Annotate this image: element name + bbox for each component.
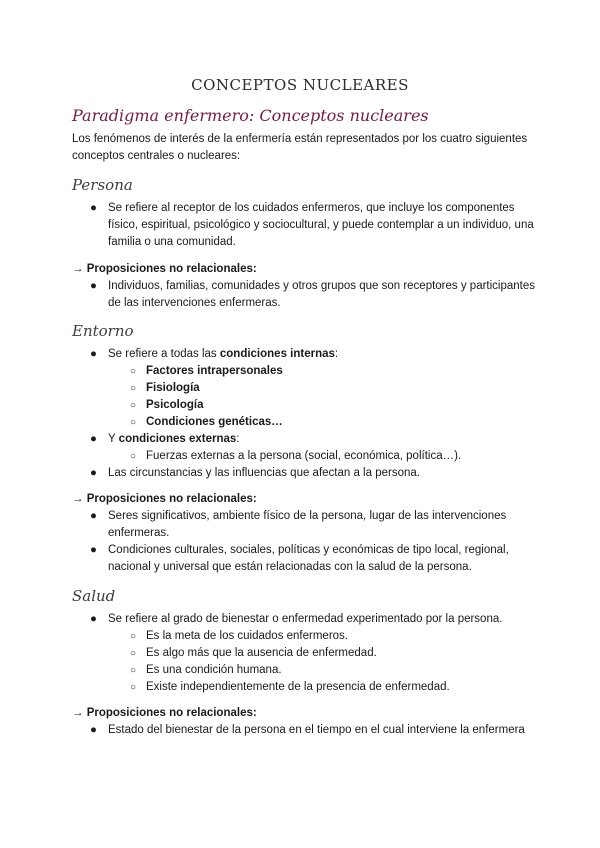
salud-heading: Salud [72,587,116,605]
bullet-icon: ● [90,544,97,556]
entorno-p1-line2: enfermeras. [108,527,170,539]
entorno-interna-3: Psicología [146,399,204,411]
bullet-icon: ● [90,280,97,292]
entorno-b3: Las circunstancias y las influencias que afectan a la persona. [108,467,420,479]
salud-prop-heading: → Proposiciones no relacionales: [72,707,257,719]
entorno-b1-bold: condiciones internas [219,348,335,360]
entorno-prop-heading: → Proposiciones no relacionales: [72,493,257,505]
bullet-icon: ● [90,467,97,479]
sub-bullet-icon: ○ [130,400,137,411]
sub-bullet-icon: ○ [130,366,137,377]
salud-b1: Se refiere al grado de bienestar o enfermedad experimentado por la persona. [108,613,503,625]
sub-bullet-icon: ○ [130,648,137,659]
bullet-icon: ● [90,510,97,522]
entorno-p2-line2: nacional y universal que están relacionadas con la salud de la persona. [108,561,472,573]
sub-bullet-icon: ○ [130,631,137,642]
bullet-icon: ● [90,433,97,445]
sub-bullet-icon: ○ [130,383,137,394]
entorno-b2-post: : [236,433,240,445]
entorno-b1-post: : [334,348,339,360]
entorno-b2-pre: Y [108,433,119,445]
entorno-interna-2: Fisiología [146,382,200,394]
salud-sub-1: Es la meta de los cuidados enfermeros. [146,630,348,642]
salud-sub-3: Es una condición humana. [146,664,282,676]
page-title: CONCEPTOS NUCLEARES [191,76,409,94]
persona-b1-line3: familia o una comunidad. [108,236,236,248]
persona-p1-line2: de las intervenciones enfermeras. [108,297,281,309]
entorno-p1-line1: Seres significativos, ambiente físico de la persona, lugar de las intervenciones [108,510,507,522]
entorno-externa-1: Fuerzas externas a la persona (social, económica, política…). [146,450,462,462]
intro-line-1: Los fenómenos de interés de la enfermería están representados por los cuatro siguientes [72,133,528,145]
persona-heading: Persona [72,176,133,194]
entorno-interna-1: Factores intrapersonales [146,365,283,377]
persona-b1-line2: físico, espiritual, psicológico y sociocultural, y puede contemplar a un individuo, una [108,219,534,231]
entorno-b2-bold: condiciones externas [118,433,237,445]
bullet-icon: ● [90,348,97,360]
persona-b1-line1: Se refiere al receptor de los cuidados enfermeros, que incluye los componentes [108,202,515,214]
bullet-icon: ● [90,724,97,736]
sub-bullet-icon: ○ [130,682,137,693]
intro-line-2: conceptos centrales o nucleares: [72,150,241,162]
entorno-interna-4: Condiciones genéticas… [146,416,283,428]
bullet-icon: ● [90,202,97,214]
persona-p1-line1: Individuos, familias, comunidades y otros grupos que son receptores y participantes [108,280,536,292]
sub-bullet-icon: ○ [130,417,137,428]
salud-sub-4: Existe independientemente de la presencia de enfermedad. [146,681,450,693]
persona-prop-heading: → Proposiciones no relacionales: [72,263,257,275]
salud-p1: Estado del bienestar de la persona en el tiempo en el cual interviene la enfermera [108,724,525,736]
sub-bullet-icon: ○ [130,451,137,462]
entorno-b1-pre: Se refiere a todas las [108,348,220,360]
salud-sub-2: Es algo más que la ausencia de enfermedad. [146,647,377,659]
bullet-icon: ● [90,613,97,625]
sub-bullet-icon: ○ [130,665,137,676]
entorno-heading: Entorno [72,322,134,340]
section-heading: Paradigma enfermero: Conceptos nucleares [72,106,429,125]
entorno-p2-line1: Condiciones culturales, sociales, políticas y económicas de tipo local, regional, [108,544,509,556]
